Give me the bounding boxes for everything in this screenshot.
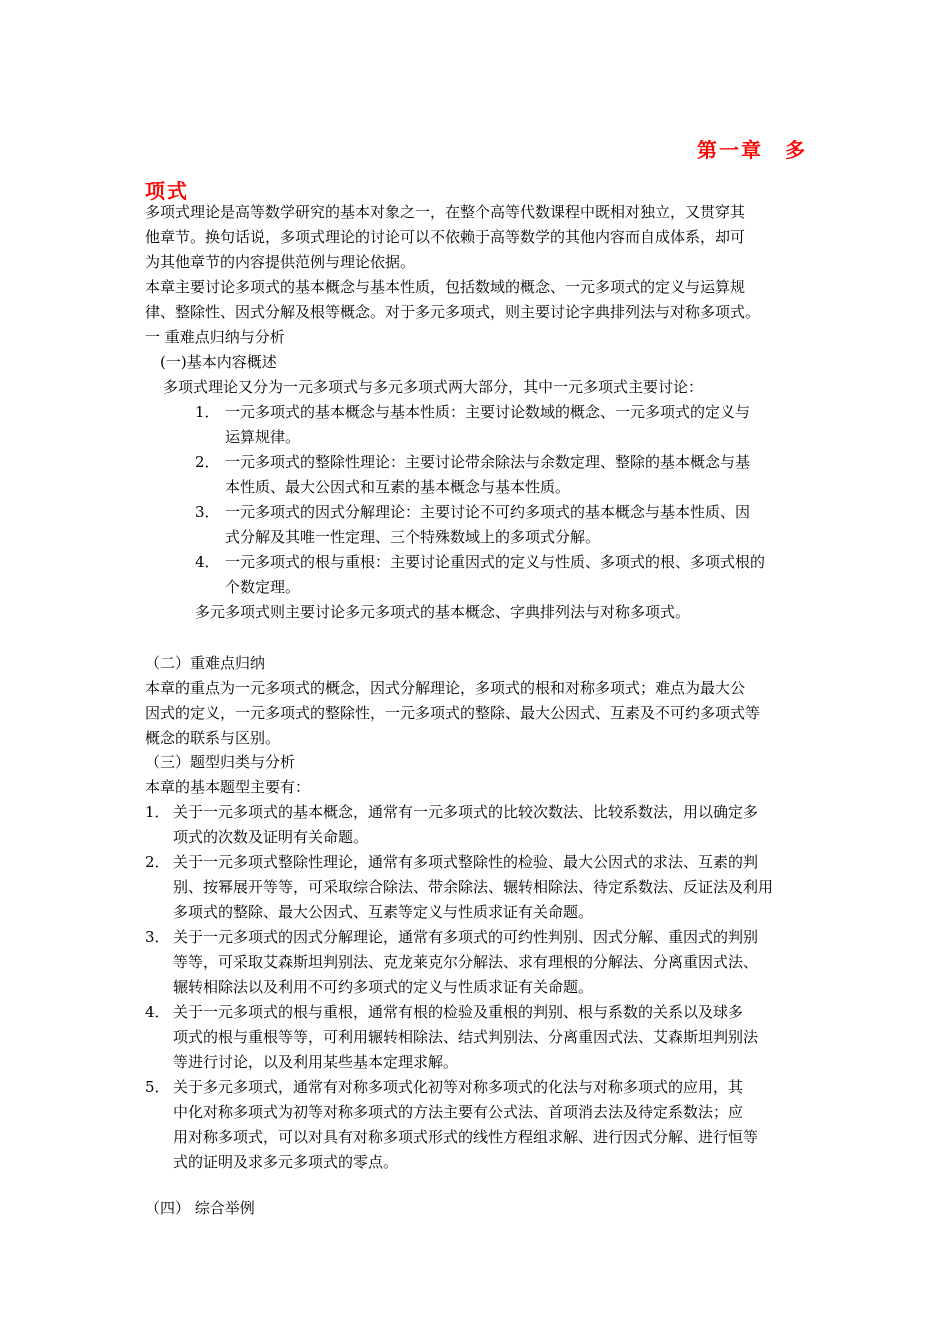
list-item-line: 等等，可采取艾森斯坦判别法、克龙莱克尔分解法、求有理根的分解法、分离重因式法、 (173, 953, 759, 971)
list-item-line: 项式的根与重根等等，可利用辗转相除法、结式判别法、分离重因式法、艾森斯坦判别法 (173, 1028, 759, 1046)
list-item-line: 运算规律。 (225, 428, 301, 446)
list-item-line: 式分解及其唯一性定理、三个特殊数域上的多项式分解。 (225, 528, 601, 546)
intro-line: 多项式理论是高等数学研究的基本对象之一，在整个高等代数课程中既相对独立，又贯穿其 (145, 203, 746, 221)
list-number: 1． (145, 803, 170, 821)
list-item-line: 一元多项式的整除性理论：主要讨论带余除法与余数定理、整除的基本概念与基 (225, 453, 751, 471)
subsection-heading: （三）题型归类与分析 (145, 753, 296, 771)
subsection-heading: (一)基本内容概述 (160, 353, 277, 371)
paragraph-line: 因式的定义，一元多项式的整除性，一元多项式的整除、最大公因式、互素及不可约多项式等 (145, 704, 761, 722)
paragraph-line: 本章的重点为一元多项式的概念，因式分解理论，多项式的根和对称多项式；难点为最大公 (145, 679, 746, 697)
list-item-line: 用对称多项式，可以对具有对称多项式形式的线性方程组求解、进行因式分解、进行恒等 (173, 1128, 759, 1146)
list-number: 3． (195, 503, 220, 521)
chapter-title-line2: 项式 (145, 179, 189, 203)
intro-line: 为其他章节的内容提供范例与理论依据。 (145, 253, 416, 271)
intro-line: 他章节。换句话说，多项式理论的讨论可以不依赖于高等数学的其他内容而自成体系，却可 (145, 228, 746, 246)
chapter-title-line1: 第一章 多 (697, 138, 807, 162)
list-item-line: 关于一元多项式的因式分解理论，通常有多项式的可约性判别、因式分解、重因式的判别 (173, 928, 759, 946)
subsection-heading: （二）重难点归纳 (145, 654, 266, 672)
list-number: 4． (145, 1003, 170, 1021)
subsection-lead: 多项式理论又分为一元多项式与多元多项式两大部分，其中一元多项式主要讨论： (163, 378, 704, 396)
list-number: 2． (195, 453, 220, 471)
list-item-line: 多项式的整除、最大公因式、互素等定义与性质求证有关命题。 (173, 903, 594, 921)
list-number: 3． (145, 928, 170, 946)
intro-line: 律、整除性、因式分解及根等概念。对于多元多项式，则主要讨论字典排列法与对称多项式。 (145, 303, 761, 321)
list-item-line: 等进行讨论，以及利用某些基本定理求解。 (173, 1053, 459, 1071)
list-item-line: 关于一元多项式的根与重根，通常有根的检验及重根的判别、根与系数的关系以及球多 (173, 1003, 744, 1021)
subsection-lead: 本章的基本题型主要有： (145, 778, 311, 796)
list-item-line: 关于多元多项式，通常有对称多项式化初等对称多项式的化法与对称多项式的应用，其 (173, 1078, 744, 1096)
paragraph-line: 概念的联系与区别。 (145, 729, 281, 747)
list-item-line: 项式的次数及证明有关命题。 (173, 828, 369, 846)
list-item-line: 关于一元多项式整除性理论，通常有多项式整除性的检验、最大公因式的求法、互素的判 (173, 853, 759, 871)
list-item-line: 辗转相除法以及利用不可约多项式的定义与性质求证有关命题。 (173, 978, 594, 996)
list-number: 1． (195, 403, 220, 421)
subsection-tail: 多元多项式则主要讨论多元多项式的基本概念、字典排列法与对称多项式。 (195, 603, 691, 621)
list-item-line: 一元多项式的根与重根：主要讨论重因式的定义与性质、多项式的根、多项式根的 (225, 553, 766, 571)
list-number: 4． (195, 553, 220, 571)
list-number: 2． (145, 853, 170, 871)
list-item-line: 别、按幂展开等等，可采取综合除法、带余除法、辗转相除法、待定系数法、反证法及利用 (173, 878, 774, 896)
list-number: 5． (145, 1078, 170, 1096)
list-item-line: 一元多项式的因式分解理论：主要讨论不可约多项式的基本概念与基本性质、因 (225, 503, 751, 521)
list-item-line: 式的证明及求多元多项式的零点。 (173, 1153, 399, 1171)
list-item-line: 本性质、最大公因式和互素的基本概念与基本性质。 (225, 478, 571, 496)
section-heading: 一 重难点归纳与分析 (145, 328, 285, 346)
list-item-line: 关于一元多项式的基本概念，通常有一元多项式的比较次数法、比较系数法，用以确定多 (173, 803, 759, 821)
list-item-line: 一元多项式的基本概念与基本性质：主要讨论数域的概念、一元多项式的定义与 (225, 403, 751, 421)
list-item-line: 个数定理。 (225, 578, 301, 596)
intro-line: 本章主要讨论多项式的基本概念与基本性质，包括数域的概念、一元多项式的定义与运算规 (145, 278, 746, 296)
subsection-heading: （四） 综合举例 (145, 1199, 255, 1217)
list-item-line: 中化对称多项式为初等对称多项式的方法主要有公式法、首项消去法及待定系数法；应 (173, 1103, 744, 1121)
